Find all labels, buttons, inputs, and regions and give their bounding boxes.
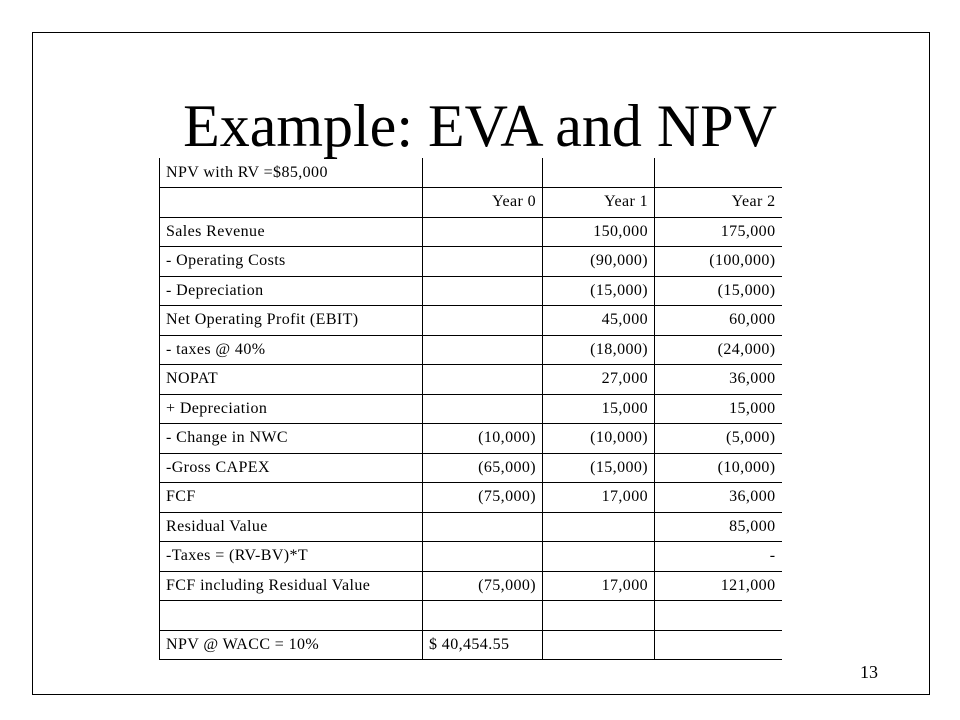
- table-row: [160, 247, 782, 277]
- year1-cell: [543, 512, 655, 542]
- row-label: NPV with RV =$85,000: [160, 158, 423, 188]
- row-label: - Depreciation: [160, 276, 423, 306]
- year0-cell: [423, 158, 543, 188]
- year1-cell: [543, 158, 655, 188]
- year0-cell: [423, 512, 543, 542]
- row-label: - taxes @ 40%: [160, 335, 423, 365]
- row-label: FCF including Residual Value: [160, 571, 423, 601]
- year2-cell: (5,000): [655, 424, 782, 454]
- year2-cell: 36,000: [655, 365, 782, 395]
- year0-cell: [423, 365, 543, 395]
- year1-cell: 17,000: [543, 571, 655, 601]
- year1-cell: 150,000: [543, 217, 655, 247]
- table-row: [160, 512, 782, 542]
- npv-table: [159, 158, 782, 660]
- year2-cell: -: [655, 542, 782, 572]
- row-label: [160, 601, 423, 631]
- year2-cell: [655, 601, 782, 631]
- year1-cell: [543, 601, 655, 631]
- npv-value-cell: $ 40,454.55: [423, 630, 543, 660]
- row-label: NOPAT: [160, 365, 423, 395]
- table-row: [160, 276, 782, 306]
- row-label: Sales Revenue: [160, 217, 423, 247]
- row-label: Residual Value: [160, 512, 423, 542]
- year0-cell: [423, 217, 543, 247]
- table-row: [160, 601, 782, 631]
- page-number: 13: [860, 662, 878, 682]
- year2-cell: (15,000): [655, 276, 782, 306]
- year2-cell: 85,000: [655, 512, 782, 542]
- year2-cell: (100,000): [655, 247, 782, 277]
- table-row: [160, 158, 782, 188]
- year2-cell: (24,000): [655, 335, 782, 365]
- year1-header: Year 1: [543, 188, 655, 218]
- table-row: [160, 217, 782, 247]
- year1-cell: (15,000): [543, 276, 655, 306]
- year0-cell: [423, 306, 543, 336]
- table-row: [160, 483, 782, 513]
- year1-cell: 27,000: [543, 365, 655, 395]
- year2-cell: (10,000): [655, 453, 782, 483]
- row-label: [160, 188, 423, 218]
- year1-cell: (18,000): [543, 335, 655, 365]
- row-label: -Gross CAPEX: [160, 453, 423, 483]
- table-header-row: [160, 188, 782, 218]
- year1-cell: (90,000): [543, 247, 655, 277]
- table-row: [160, 453, 782, 483]
- year2-cell: 175,000: [655, 217, 782, 247]
- row-label: Net Operating Profit (EBIT): [160, 306, 423, 336]
- year2-cell: 60,000: [655, 306, 782, 336]
- row-label: FCF: [160, 483, 423, 513]
- year1-cell: [543, 630, 655, 660]
- year2-cell: [655, 630, 782, 660]
- year2-cell: [655, 158, 782, 188]
- year1-cell: (15,000): [543, 453, 655, 483]
- year2-cell: 15,000: [655, 394, 782, 424]
- row-label: - Operating Costs: [160, 247, 423, 277]
- year0-cell: [423, 247, 543, 277]
- year0-cell: [423, 394, 543, 424]
- year1-cell: 15,000: [543, 394, 655, 424]
- row-label: - Change in NWC: [160, 424, 423, 454]
- year0-cell: (75,000): [423, 483, 543, 513]
- year2-cell: 36,000: [655, 483, 782, 513]
- table-row: [160, 335, 782, 365]
- table-row: [160, 424, 782, 454]
- year0-cell: [423, 542, 543, 572]
- year1-cell: (10,000): [543, 424, 655, 454]
- slide-title: Example: EVA and NPV: [183, 93, 777, 159]
- year1-cell: 17,000: [543, 483, 655, 513]
- year0-cell: [423, 601, 543, 631]
- year0-header: Year 0: [423, 188, 543, 218]
- year0-cell: (65,000): [423, 453, 543, 483]
- row-label: + Depreciation: [160, 394, 423, 424]
- year0-cell: [423, 335, 543, 365]
- row-label: NPV @ WACC = 10%: [160, 630, 423, 660]
- year0-cell: (75,000): [423, 571, 543, 601]
- row-label: -Taxes = (RV-BV)*T: [160, 542, 423, 572]
- year1-cell: [543, 542, 655, 572]
- year0-cell: [423, 276, 543, 306]
- table-row: [160, 306, 782, 336]
- year2-header: Year 2: [655, 188, 782, 218]
- table-row: [160, 394, 782, 424]
- year2-cell: 121,000: [655, 571, 782, 601]
- year0-cell: (10,000): [423, 424, 543, 454]
- year1-cell: 45,000: [543, 306, 655, 336]
- table-row: [160, 571, 782, 601]
- table-row: [160, 542, 782, 572]
- table-row: [160, 630, 782, 660]
- table-row: [160, 365, 782, 395]
